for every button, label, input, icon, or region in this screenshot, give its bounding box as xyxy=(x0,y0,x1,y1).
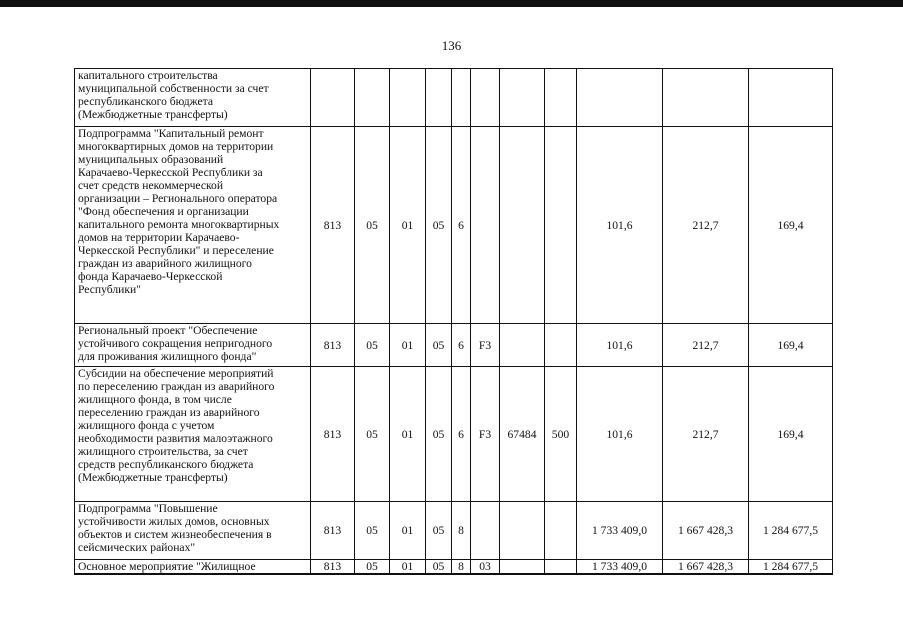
row-name-line: жилищного строительства, за счет xyxy=(78,445,248,458)
row-name-line: для проживания жилищного фонда" xyxy=(78,350,257,363)
row-name-line: объектов и систем жизнеобеспечения в xyxy=(78,528,272,541)
table-cell: 1 667 428,3 xyxy=(663,560,749,575)
table-cell: 101,6 xyxy=(577,127,663,324)
row-name-line: Основное мероприятие "Жилищное xyxy=(78,560,256,573)
row-name-line: устойчивости жилых домов, основных xyxy=(78,515,270,528)
table-cell: 05 xyxy=(355,127,390,324)
row-name-line: по переселению граждан из аварийного xyxy=(78,380,275,393)
table-cell: 01 xyxy=(390,127,426,324)
table-cell: 813 xyxy=(311,127,355,324)
table-cell xyxy=(355,69,390,127)
table-cell: 1 284 677,5 xyxy=(749,560,833,575)
table-cell xyxy=(545,502,577,560)
row-name-line: жилищного фонда, в том числе xyxy=(78,393,232,406)
table-cell: 212,7 xyxy=(663,324,749,367)
row-name-line: организации – Регионального оператора xyxy=(78,192,278,205)
row-name-cell xyxy=(75,502,311,560)
table-cell xyxy=(749,69,833,127)
table-cell: 67484 xyxy=(500,367,545,502)
row-name-line: муниципальной собственности за счет xyxy=(78,82,269,95)
row-name-line: домов на территории Карачаево- xyxy=(78,231,240,244)
row-name-cell xyxy=(75,127,311,324)
row-name-line: переселению граждан из аварийного xyxy=(78,406,260,419)
table-cell: 6 xyxy=(452,367,471,502)
table-cell: 05 xyxy=(426,560,452,575)
table-cell xyxy=(390,69,426,127)
table-row xyxy=(75,69,833,127)
page-number: 136 xyxy=(441,38,462,53)
row-name-line: (Межбюджетные трансферты) xyxy=(78,471,228,484)
row-name-line: "Фонд обеспечения и организации xyxy=(78,205,249,218)
table-body xyxy=(75,69,833,575)
row-name-line: Подпрограмма "Капитальный ремонт xyxy=(78,127,264,140)
scan-top-edge xyxy=(0,0,903,7)
table-cell: 05 xyxy=(355,560,390,575)
row-name-line: муниципальных образований xyxy=(78,153,224,166)
table-cell: 8 xyxy=(452,560,471,575)
table-cell xyxy=(545,324,577,367)
row-name-line: Республики" xyxy=(78,283,141,296)
table-cell: 01 xyxy=(390,560,426,575)
table-cell xyxy=(311,69,355,127)
table-cell xyxy=(471,69,500,127)
table-cell: F3 xyxy=(471,367,500,502)
table-cell: 169,4 xyxy=(749,324,833,367)
table-cell: 01 xyxy=(390,324,426,367)
table-cell: 05 xyxy=(426,127,452,324)
row-name-line: фонда Карачаево-Черкесской xyxy=(78,270,223,283)
table-cell xyxy=(577,69,663,127)
table-cell xyxy=(500,324,545,367)
row-name-line: многоквартирных домов на территории xyxy=(78,140,274,153)
table-cell xyxy=(426,69,452,127)
row-name-line: (Межбюджетные трансферты) xyxy=(78,108,228,121)
table-cell: 101,6 xyxy=(577,367,663,502)
row-name-line: граждан из аварийного жилищного xyxy=(78,257,252,270)
table-cell xyxy=(545,560,577,575)
table-row xyxy=(75,324,833,367)
table-cell: 1 733 409,0 xyxy=(577,502,663,560)
table-cell: 1 667 428,3 xyxy=(663,502,749,560)
table-cell: 813 xyxy=(311,502,355,560)
table-cell xyxy=(545,127,577,324)
row-name-line: Карачаево-Черкесской Республики за xyxy=(78,166,263,179)
table-cell: 05 xyxy=(426,367,452,502)
budget-table xyxy=(74,68,833,575)
row-name-cell xyxy=(75,560,311,575)
row-name-line: Субсидии на обеспечение мероприятий xyxy=(78,367,274,380)
row-name-line: счет средств некоммерческой xyxy=(78,179,224,192)
row-name-line: сейсмических районах" xyxy=(78,541,196,554)
table-cell: 01 xyxy=(390,502,426,560)
table-cell: 05 xyxy=(426,502,452,560)
table-row xyxy=(75,560,833,575)
table-cell xyxy=(500,69,545,127)
table-cell xyxy=(471,502,500,560)
row-name-cell xyxy=(75,324,311,367)
table-cell: 01 xyxy=(390,367,426,502)
table-cell: 05 xyxy=(355,324,390,367)
table-cell: 1 284 677,5 xyxy=(749,502,833,560)
row-name-cell xyxy=(75,367,311,502)
row-name-line: средств республиканского бюджета xyxy=(78,458,254,471)
table-cell: 03 xyxy=(471,560,500,575)
table-cell xyxy=(663,69,749,127)
table-cell: F3 xyxy=(471,324,500,367)
table-row xyxy=(75,502,833,560)
table-cell: 8 xyxy=(452,502,471,560)
table-cell: 05 xyxy=(426,324,452,367)
table-cell: 1 733 409,0 xyxy=(577,560,663,575)
table-cell xyxy=(500,560,545,575)
row-name-line: жилищного фонда с учетом xyxy=(78,419,215,432)
table-cell xyxy=(471,127,500,324)
table-cell xyxy=(545,69,577,127)
row-name-line: необходимости развития малоэтажного xyxy=(78,432,273,445)
table-cell: 813 xyxy=(311,560,355,575)
table-cell: 212,7 xyxy=(663,127,749,324)
table-cell: 101,6 xyxy=(577,324,663,367)
row-name-line: капитального ремонта многоквартирных xyxy=(78,218,280,231)
row-name-line: капитального строительства xyxy=(78,69,218,82)
row-name-line: Черкесской Республики" и переселение xyxy=(78,244,274,257)
row-name-line: республиканского бюджета xyxy=(78,95,214,108)
table-cell: 169,4 xyxy=(749,367,833,502)
row-name-line: Региональный проект "Обеспечение xyxy=(78,324,258,337)
row-name-cell xyxy=(75,69,311,127)
table-cell: 500 xyxy=(545,367,577,502)
table-row xyxy=(75,367,833,502)
table-cell: 05 xyxy=(355,502,390,560)
table-row xyxy=(75,127,833,324)
table-cell xyxy=(452,69,471,127)
table-cell xyxy=(500,502,545,560)
table-cell: 813 xyxy=(311,324,355,367)
table-cell: 169,4 xyxy=(749,127,833,324)
table-cell xyxy=(500,127,545,324)
table-cell: 6 xyxy=(452,127,471,324)
row-name-line: Подпрограмма "Повышение xyxy=(78,502,218,515)
row-name-line: устойчивого сокращения непригодного xyxy=(78,337,273,350)
table-cell: 212,7 xyxy=(663,367,749,502)
table-cell: 05 xyxy=(355,367,390,502)
table-cell: 813 xyxy=(311,367,355,502)
table-cell: 6 xyxy=(452,324,471,367)
